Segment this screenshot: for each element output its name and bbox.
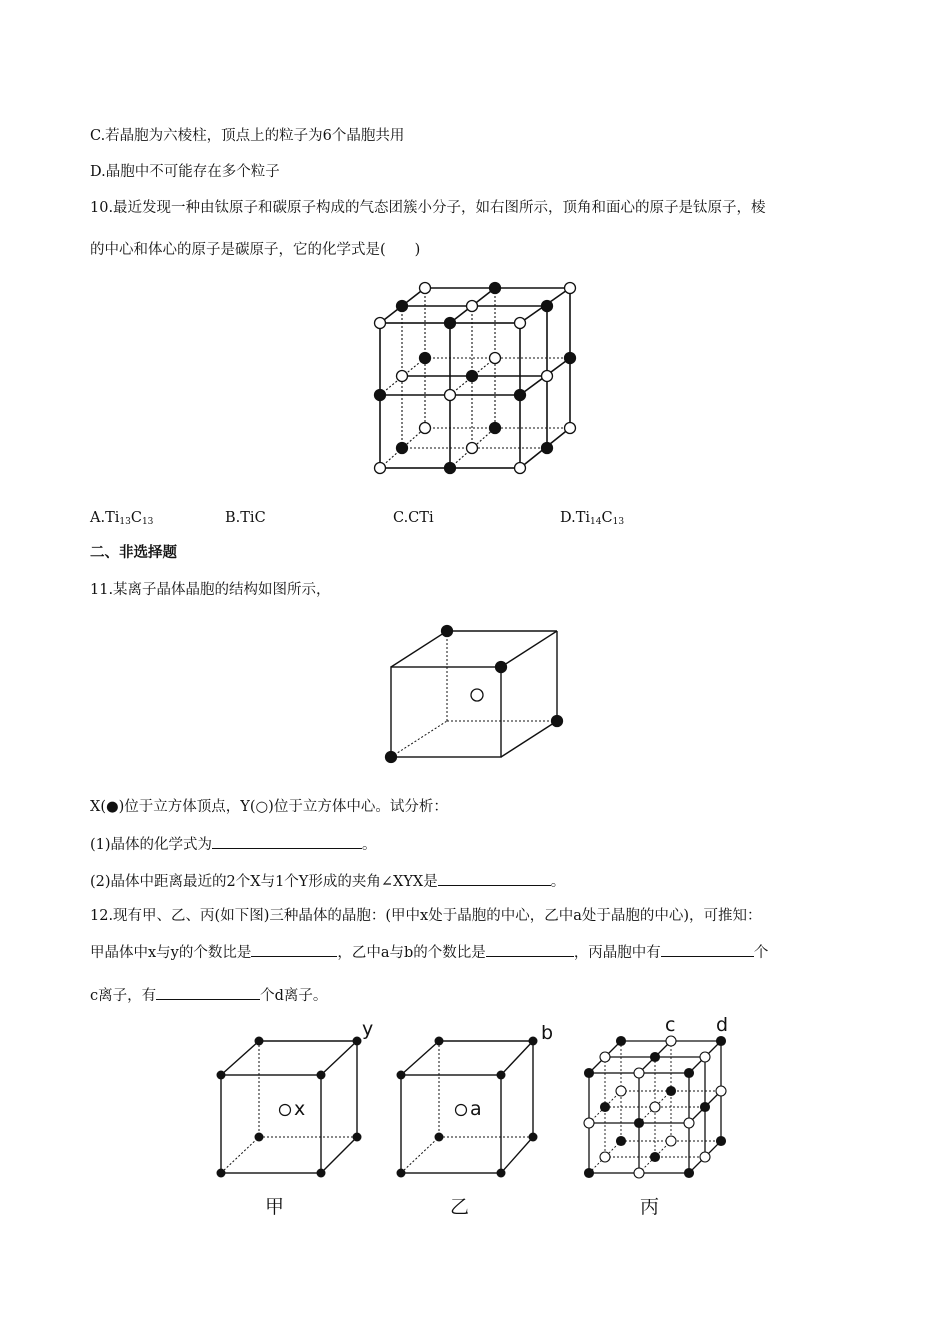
label-d: d	[716, 1014, 729, 1036]
question-11-description: X(●)位于立方体顶点，Y(○)位于立方体中心。试分析：	[90, 799, 448, 815]
option-d: D.晶胞中不可能存在多个粒子	[90, 164, 280, 180]
q10-option-a	[90, 508, 153, 532]
q12-text-f: 个d离子。	[260, 988, 328, 1004]
q12-text-c: ，丙晶胞中有	[573, 945, 661, 961]
option-d-sub1: 14	[590, 517, 602, 527]
section-heading: 二、非选择题	[90, 545, 177, 561]
figure-label-jia: 甲	[265, 1196, 285, 1218]
option-d-prefix: D.Ti	[560, 510, 591, 526]
question-12-line-1: 12.现有甲、乙、丙(如下图)三种晶体的晶胞：(甲中x处于晶胞的中心，乙中a处于晶胞的中心)，可推知：	[90, 908, 762, 924]
q10-option-d	[560, 508, 624, 532]
question-11-part-1	[90, 833, 377, 855]
option-c: C.若晶胞为六棱柱，顶点上的粒子为6个晶胞共用	[90, 128, 405, 144]
answer-blank-formula[interactable]	[212, 833, 362, 849]
question-12-line-3	[90, 984, 327, 1006]
option-a-prefix: A.Ti	[90, 510, 120, 526]
answer-blank-ab-ratio[interactable]	[486, 941, 574, 957]
question-11-stem: 11.某离子晶体晶胞的结构如图所示，	[90, 582, 331, 598]
label-x: x	[294, 1098, 306, 1120]
option-d-sub2: 13	[612, 517, 625, 527]
crystal-cell-bing-figure	[583, 1035, 743, 1185]
label-b: b	[541, 1022, 554, 1044]
q12-text-b: ，乙中a与b的个数比是	[337, 945, 486, 961]
label-y: y	[362, 1018, 374, 1040]
part-1-text: (1)晶体的化学式为	[90, 837, 213, 853]
part-2-text: (2)晶体中距离最近的2个X与1个Y形成的夹角∠XYX是	[90, 874, 438, 890]
label-a: a	[470, 1098, 482, 1120]
answer-blank-angle[interactable]	[438, 870, 551, 886]
figure-label-yi: 乙	[450, 1196, 470, 1218]
question-12-line-2	[90, 941, 768, 963]
question-10-line-1: 10.最近发现一种由钛原子和碳原子构成的气态团簇小分子，如右图所示，顶角和面心的原子是钛原子，棱	[90, 200, 766, 216]
titanium-carbide-cluster-figure	[370, 278, 590, 478]
option-a-sub1: 13	[119, 517, 131, 527]
q10-option-c: C.CTi	[393, 510, 434, 526]
answer-blank-d-count[interactable]	[156, 984, 260, 1000]
q12-text-d: 个	[753, 945, 769, 961]
option-a-sub2: 13	[141, 517, 154, 527]
label-c: c	[665, 1014, 676, 1036]
answer-blank-xy-ratio[interactable]	[251, 941, 337, 957]
question-10-line-2: 的中心和体心的原子是碳原子，它的化学式是( )	[90, 242, 421, 258]
answer-blank-c-count[interactable]	[661, 941, 754, 957]
option-a-mid: C	[130, 510, 142, 526]
q12-text-e: c离子，有	[90, 988, 157, 1004]
q10-option-b: B.TiC	[225, 510, 266, 526]
ionic-crystal-cell-figure	[385, 625, 565, 765]
part-1-end: 。	[362, 837, 377, 853]
question-11-part-2	[90, 870, 565, 892]
figure-label-bing: 丙	[640, 1196, 660, 1218]
part-2-end: 。	[550, 874, 566, 890]
option-d-mid: C	[601, 510, 613, 526]
q12-text-a: 甲晶体中x与y的个数比是	[90, 945, 252, 961]
